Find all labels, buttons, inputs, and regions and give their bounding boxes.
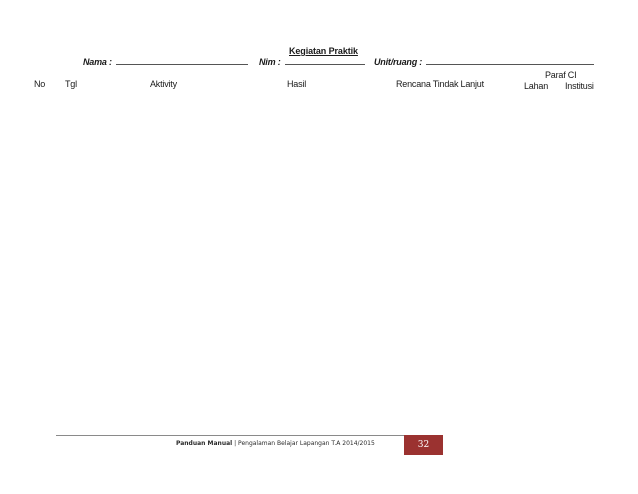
nama-field [83,57,248,67]
nim-label: Nim : [259,57,281,67]
column-header-paraf-ci: Paraf CI [545,70,577,80]
footer-separator: | [232,440,239,447]
column-header-hasil: Hasil [287,79,307,89]
nim-field [259,57,365,67]
page-number-badge [404,435,443,455]
unit-field [374,57,594,67]
form-title: Kegiatan Praktik [289,46,358,56]
column-header-aktivity: Aktivity [150,79,177,89]
footer-subtitle: Pengalaman Belajar Lapangan T.A 2014/2015 [238,440,375,447]
column-header-no: No [34,79,46,89]
unit-label: Unit/ruang : [374,57,423,67]
nim-blank-line [285,57,365,65]
nama-blank-line [116,57,248,65]
column-header-tgl: Tgl [65,79,77,89]
column-header-lahan: Lahan [524,81,549,91]
column-header-rencana: Rencana Tindak Lanjut [396,79,484,89]
footer-caption [176,440,375,447]
column-header-institusi: Institusi [565,81,594,91]
page-number: 32 [417,440,430,450]
unit-blank-line [426,57,594,65]
nama-label: Nama : [83,57,112,67]
footer-manual-label: Panduan Manual [176,440,233,447]
footer-divider [56,435,441,436]
